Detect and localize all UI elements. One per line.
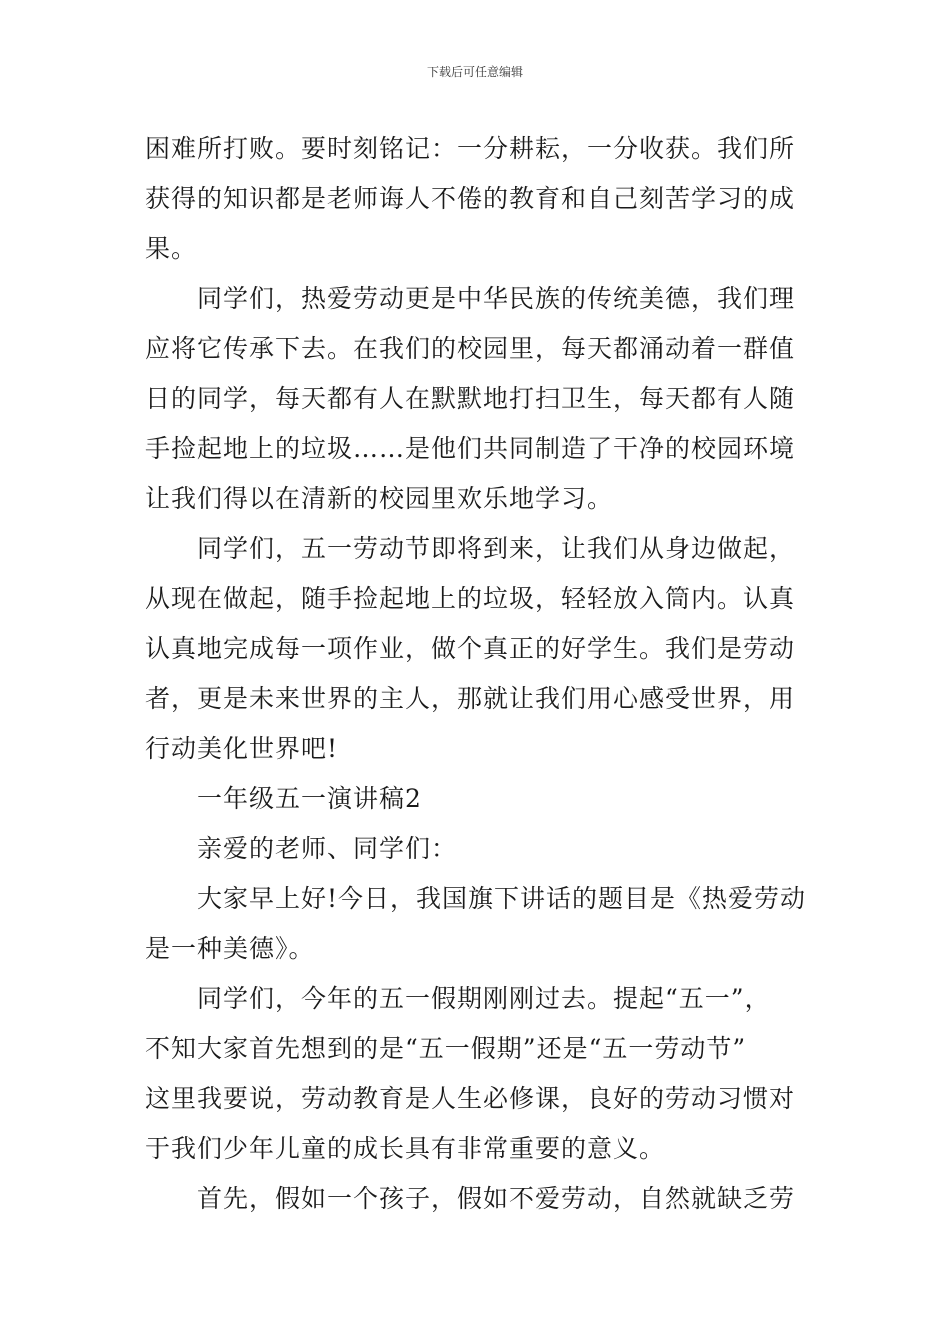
text-line: 同学们，热爱劳动更是中华民族的传统美德，我们理 [197, 284, 796, 313]
text-line: 同学们，五一劳动节即将到来，让我们从身边做起， [197, 534, 796, 563]
text-line: 获得的知识都是老师诲人不倦的教育和自己刻苦学习的成 [145, 184, 796, 213]
text-line: 应将它传承下去。在我们的校园里，每天都涌动着一群值 [145, 334, 796, 363]
text-line: 于我们少年儿童的成长具有非常重要的意义。 [145, 1134, 666, 1163]
text-line: 认真地完成每一项作业，做个真正的好学生。我们是劳动 [145, 634, 796, 663]
text-line: 这里我要说，劳动教育是人生必修课，良好的劳动习惯对 [145, 1084, 796, 1113]
text-line: 果。 [145, 234, 198, 263]
text-line: 让我们得以在清新的校园里欢乐地学习。 [145, 484, 614, 513]
text-line: 是一种美德》。 [145, 934, 315, 963]
text-line: 亲爱的老师、同学们： [197, 834, 458, 863]
text-line: 一年级五一演讲稿2 [197, 784, 422, 813]
text-line: 困难所打败。要时刻铭记：一分耕耘，一分收获。我们所 [145, 134, 796, 163]
text-line: 日的同学，每天都有人在默默地打扫卫生，每天都有人随 [145, 384, 796, 413]
text-line: 不知大家首先想到的是“五一假期”还是“五一劳动节” [145, 1034, 747, 1063]
text-line: 同学们，今年的五一假期刚刚过去。提起“五一”， [197, 984, 771, 1013]
text-line: 从现在做起，随手捡起地上的垃圾，轻轻放入筒内。认真 [145, 584, 796, 613]
text-line: 手捡起地上的垃圾……是他们共同制造了干净的校园环境 [145, 434, 796, 463]
text-line: 大家早上好!今日，我国旗下讲话的题目是《热爱劳动 [197, 884, 807, 913]
document-body [145, 124, 810, 1224]
text-line: 者，更是未来世界的主人，那就让我们用心感受世界，用 [145, 684, 796, 713]
text-line: 首先，假如一个孩子，假如不爱劳动，自然就缺乏劳 [197, 1184, 796, 1213]
text-line: 行动美化世界吧! [145, 734, 339, 763]
page-header: 下载后可任意编辑 [426, 65, 523, 79]
